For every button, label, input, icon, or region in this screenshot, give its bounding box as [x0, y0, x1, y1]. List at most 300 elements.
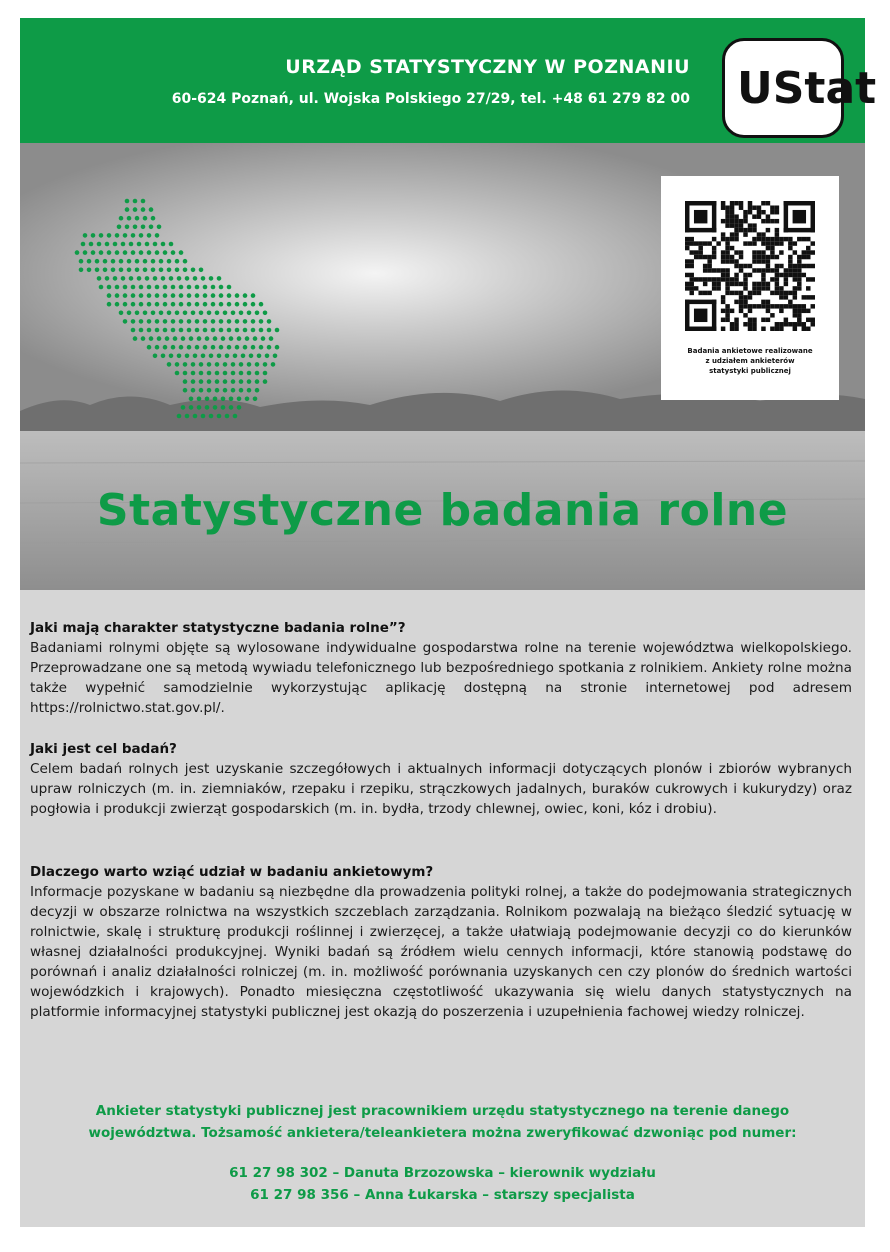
map-dot: [157, 336, 162, 341]
qr-module: [793, 286, 797, 290]
qr-module: [725, 241, 729, 245]
map-dot: [171, 328, 176, 333]
map-dot: [243, 319, 248, 324]
map-dot: [147, 233, 152, 238]
map-dot: [163, 328, 168, 333]
map-dot: [197, 405, 202, 410]
qr-module: [797, 286, 801, 290]
qr-module: [730, 255, 734, 259]
qr-module: [685, 246, 689, 250]
qr-module: [775, 268, 779, 272]
qr-module: [752, 322, 756, 326]
map-dot: [115, 233, 120, 238]
map-dot: [187, 302, 192, 307]
qr-module: [725, 313, 729, 317]
map-dot: [99, 250, 104, 255]
qr-module: [770, 246, 774, 250]
qr-module: [761, 255, 765, 259]
qr-module: [766, 268, 770, 272]
qr-module: [802, 309, 806, 313]
qr-module: [766, 241, 770, 245]
qr-module: [770, 327, 774, 331]
map-dot: [115, 285, 120, 290]
qr-module: [739, 295, 743, 299]
main-title: Statystyczne badania rolne: [96, 485, 789, 536]
qr-module: [761, 273, 765, 277]
qr-module: [811, 250, 815, 254]
map-dot: [259, 345, 264, 350]
qr-module: [775, 327, 779, 331]
map-dot: [153, 276, 158, 281]
qr-module: [712, 237, 716, 241]
qr-module: [761, 327, 765, 331]
qr-finder: [811, 201, 815, 232]
qr-module: [721, 268, 725, 272]
qr-module: [703, 282, 707, 286]
qr-module: [716, 277, 720, 281]
qr-module: [725, 223, 729, 227]
qr-module: [703, 268, 707, 272]
map-dot: [191, 362, 196, 367]
qr-module: [770, 291, 774, 295]
map-dot: [219, 328, 224, 333]
map-dot: [223, 388, 228, 393]
map-dot: [147, 302, 152, 307]
map-dot: [221, 336, 226, 341]
qr-module: [806, 318, 810, 322]
qr-module: [721, 327, 725, 331]
qr-module: [716, 282, 720, 286]
qr-module: [797, 268, 801, 272]
qr-module: [797, 282, 801, 286]
map-dot: [147, 250, 152, 255]
qr-module: [698, 241, 702, 245]
qr-module: [806, 246, 810, 250]
map-dot: [133, 199, 138, 204]
map-dot: [107, 250, 112, 255]
map-dot: [95, 259, 100, 264]
map-dot: [81, 242, 86, 247]
qr-module: [739, 255, 743, 259]
qr-module: [779, 309, 783, 313]
map-dot: [135, 311, 140, 316]
qr-finder: [712, 300, 716, 331]
map-dot: [201, 276, 206, 281]
map-dot: [185, 276, 190, 281]
qr-code[interactable]: [685, 201, 815, 331]
qr-module: [811, 318, 815, 322]
qr-module: [725, 273, 729, 277]
map-dot: [203, 302, 208, 307]
map-dot: [269, 336, 274, 341]
map-dot: [129, 276, 134, 281]
map-dot: [107, 302, 112, 307]
qr-module: [793, 268, 797, 272]
map-dot: [203, 285, 208, 290]
map-dot: [145, 276, 150, 281]
qr-module: [730, 259, 734, 263]
map-dot: [275, 328, 280, 333]
map-dot: [149, 207, 154, 212]
qr-module: [802, 273, 806, 277]
qr-module: [757, 304, 761, 308]
qr-finder: [685, 300, 716, 304]
qr-module: [743, 264, 747, 268]
map-dot: [179, 302, 184, 307]
map-dot: [139, 250, 144, 255]
qr-module: [739, 201, 743, 205]
map-dot: [227, 293, 232, 298]
ustat-logo-mark: [725, 41, 877, 135]
qr-module: [689, 241, 693, 245]
map-dot: [245, 336, 250, 341]
map-dot: [127, 268, 132, 273]
qr-module: [743, 282, 747, 286]
map-dot: [123, 319, 128, 324]
qr-module: [793, 295, 797, 299]
section-question: Dlaczego warto wziąć udział w badaniu ankietowym?: [30, 864, 434, 880]
qr-module: [730, 210, 734, 214]
map-dot: [169, 276, 174, 281]
map-dot: [233, 354, 238, 359]
map-dot: [103, 268, 108, 273]
qr-module: [689, 291, 693, 295]
qr-module: [748, 304, 752, 308]
qr-module: [721, 273, 725, 277]
map-dot: [155, 233, 160, 238]
qr-caption-line: z udziałem ankieterów: [705, 357, 795, 365]
map-dot: [151, 268, 156, 273]
map-dot: [247, 379, 252, 384]
qr-module: [779, 237, 783, 241]
map-dot: [223, 311, 228, 316]
map-dot: [103, 259, 108, 264]
map-dot: [163, 345, 168, 350]
map-dot: [175, 362, 180, 367]
map-dot: [123, 285, 128, 290]
qr-finder: [694, 210, 707, 223]
qr-module: [775, 264, 779, 268]
map-dot: [147, 285, 152, 290]
qr-module: [761, 300, 765, 304]
qr-module: [770, 241, 774, 245]
map-dot: [251, 293, 256, 298]
map-dot: [199, 388, 204, 393]
map-dot: [163, 293, 168, 298]
map-dot: [141, 336, 146, 341]
qr-module: [779, 286, 783, 290]
map-dot: [207, 362, 212, 367]
map-dot: [201, 354, 206, 359]
map-dot: [223, 379, 228, 384]
qr-module: [797, 322, 801, 326]
qr-module: [698, 277, 702, 281]
qr-module: [806, 295, 810, 299]
qr-module: [766, 264, 770, 268]
qr-module: [793, 313, 797, 317]
qr-module: [779, 291, 783, 295]
qr-module: [712, 282, 716, 286]
map-dot: [247, 388, 252, 393]
qr-module: [752, 327, 756, 331]
qr-module: [766, 286, 770, 290]
section-question: Jaki mają charakter statystyczne badania rolne”?: [30, 620, 406, 636]
qr-module: [721, 300, 725, 304]
map-dot: [207, 371, 212, 376]
qr-module: [802, 322, 806, 326]
qr-module: [797, 313, 801, 317]
qr-module: [752, 318, 756, 322]
logo-u: UStat: [737, 63, 877, 114]
qr-module: [725, 282, 729, 286]
qr-module: [770, 304, 774, 308]
qr-module: [734, 228, 738, 232]
map-dot: [235, 302, 240, 307]
map-dot: [261, 336, 266, 341]
qr-module: [721, 259, 725, 263]
map-dot: [255, 311, 260, 316]
qr-module: [734, 300, 738, 304]
qr-module: [694, 255, 698, 259]
map-dot: [217, 276, 222, 281]
map-dot: [135, 216, 140, 221]
qr-module: [775, 291, 779, 295]
qr-module: [725, 291, 729, 295]
map-dot: [175, 268, 180, 273]
qr-module: [802, 327, 806, 331]
qr-module: [743, 214, 747, 218]
qr-module: [752, 205, 756, 209]
qr-module: [703, 241, 707, 245]
qr-module: [779, 250, 783, 254]
map-dot: [235, 293, 240, 298]
qr-module: [788, 264, 792, 268]
qr-module: [734, 322, 738, 326]
qr-module: [689, 237, 693, 241]
qr-module: [716, 268, 720, 272]
qr-module: [797, 264, 801, 268]
map-dot: [171, 319, 176, 324]
map-dot: [217, 354, 222, 359]
qr-module: [739, 219, 743, 223]
qr-module: [761, 286, 765, 290]
qr-module: [712, 246, 716, 250]
qr-module: [793, 277, 797, 281]
qr-module: [721, 309, 725, 313]
qr-module: [752, 223, 756, 227]
qr-module: [725, 237, 729, 241]
qr-module: [788, 304, 792, 308]
qr-finder: [685, 300, 689, 331]
map-dot: [79, 259, 84, 264]
map-dot: [123, 302, 128, 307]
map-dot: [177, 354, 182, 359]
qr-module: [752, 268, 756, 272]
qr-module: [707, 241, 711, 245]
qr-module: [775, 219, 779, 223]
map-dot: [195, 293, 200, 298]
qr-module: [730, 282, 734, 286]
qr-module: [766, 318, 770, 322]
map-dot: [231, 362, 236, 367]
qr-module: [757, 232, 761, 236]
map-dot: [139, 302, 144, 307]
qr-module: [748, 264, 752, 268]
qr-module: [811, 295, 815, 299]
map-dot: [141, 225, 146, 230]
map-dot: [107, 293, 112, 298]
map-dot: [257, 354, 262, 359]
qr-module: [707, 291, 711, 295]
qr-module: [694, 241, 698, 245]
map-dot: [205, 397, 210, 402]
section-answer: Informacje pozyskane w badaniu są niezbędne dla prowadzenia polityki rolnej, a także do podejmowania strategicznych decyzji w obszarze rolnictwa na wszystkich szczeblach zarządzania. Rolnikom pozwalają na bieżąco śledzić sytuację w rolnictwie, skalę i strukturę produkcji roślinnej i zwierzęcej, a także ułatwiają podejmowanie decyzji co do kierunków własnej działalności produkcyjnej. Wyniki badań są źródłem wielu cennych informacji, które stanowią podstawę do porównań i analiz działalności rolniczej (m. in. możliwość porównania uzyskanych cen czy plonów do średnich wartości wojewódzkich i krajowych). Ponadto miesięczna częstotliwość ukazywania się wielu danych statystycznych na platformie informacyjnej statystyki publicznej jest okazją do poszerzenia i uzupełnienia fachowej wiedzy rolniczej.: [30, 884, 852, 1020]
map-dot: [171, 285, 176, 290]
qr-module: [739, 223, 743, 227]
map-dot: [225, 354, 230, 359]
map-dot: [167, 259, 172, 264]
qr-module: [779, 327, 783, 331]
map-dot: [179, 328, 184, 333]
qr-module: [775, 286, 779, 290]
qr-module: [784, 322, 788, 326]
qr-module: [797, 237, 801, 241]
qr-caption-line: statystyki publicznej: [709, 367, 791, 375]
qr-module: [698, 291, 702, 295]
qr-module: [734, 250, 738, 254]
map-dot: [163, 302, 168, 307]
map-dot: [227, 285, 232, 290]
contact-line: 61 27 98 302 – Danuta Brzozowska – kierownik wydziału: [229, 1165, 656, 1181]
map-dot: [259, 328, 264, 333]
qr-module: [757, 291, 761, 295]
qr-module: [685, 264, 689, 268]
qr-module: [811, 277, 815, 281]
qr-module: [748, 210, 752, 214]
map-dot: [127, 259, 132, 264]
qr-finder: [712, 201, 716, 232]
map-dot: [105, 276, 110, 281]
qr-module: [788, 259, 792, 263]
qr-module: [797, 309, 801, 313]
qr-module: [752, 255, 756, 259]
map-dot: [217, 414, 222, 419]
map-dot: [239, 379, 244, 384]
map-dot: [215, 379, 220, 384]
qr-module: [716, 286, 720, 290]
qr-module: [734, 201, 738, 205]
qr-module: [766, 304, 770, 308]
qr-module: [766, 246, 770, 250]
qr-module: [707, 259, 711, 263]
qr-module: [811, 241, 815, 245]
map-dot: [223, 371, 228, 376]
qr-module: [784, 291, 788, 295]
qr-module: [761, 219, 765, 223]
map-dot: [91, 233, 96, 238]
qr-module: [775, 273, 779, 277]
qr-module: [752, 237, 756, 241]
map-dot: [131, 328, 136, 333]
map-dot: [259, 302, 264, 307]
map-dot: [235, 345, 240, 350]
qr-module: [734, 282, 738, 286]
qr-module: [685, 241, 689, 245]
map-dot: [125, 199, 130, 204]
qr-module: [806, 286, 810, 290]
map-dot: [171, 302, 176, 307]
map-dot: [165, 336, 170, 341]
map-dot: [241, 354, 246, 359]
qr-module: [757, 259, 761, 263]
qr-module: [806, 309, 810, 313]
qr-module: [730, 223, 734, 227]
map-dot: [99, 233, 104, 238]
map-dot: [191, 388, 196, 393]
qr-module: [784, 282, 788, 286]
map-dot: [133, 336, 138, 341]
map-dot: [243, 345, 248, 350]
map-dot: [247, 362, 252, 367]
qr-module: [775, 205, 779, 209]
qr-module: [730, 201, 734, 205]
map-dot: [111, 268, 116, 273]
map-dot: [147, 328, 152, 333]
map-dot: [251, 319, 256, 324]
map-dot: [169, 354, 174, 359]
map-dot: [131, 285, 136, 290]
qr-module: [806, 237, 810, 241]
qr-module: [770, 219, 774, 223]
map-dot: [163, 319, 168, 324]
qr-module: [761, 277, 765, 281]
qr-module: [743, 241, 747, 245]
map-dot: [143, 216, 148, 221]
qr-module: [811, 264, 815, 268]
qr-module: [775, 277, 779, 281]
map-dot: [97, 276, 102, 281]
qr-module: [761, 318, 765, 322]
qr-module: [757, 286, 761, 290]
map-dot: [219, 285, 224, 290]
qr-module: [739, 205, 743, 209]
map-dot: [205, 336, 210, 341]
map-dot: [125, 225, 130, 230]
map-dot: [147, 345, 152, 350]
map-dot: [177, 414, 182, 419]
map-dot: [227, 319, 232, 324]
qr-module: [739, 228, 743, 232]
map-dot: [251, 328, 256, 333]
qr-module: [806, 277, 810, 281]
qr-module: [694, 286, 698, 290]
map-dot: [215, 311, 220, 316]
qr-module: [730, 309, 734, 313]
qr-module: [743, 277, 747, 281]
map-dot: [207, 379, 212, 384]
qr-module: [784, 277, 788, 281]
map-dot: [191, 371, 196, 376]
qr-module: [721, 232, 725, 236]
map-dot: [133, 225, 138, 230]
qr-module: [743, 295, 747, 299]
qr-module: [730, 232, 734, 236]
qr-module: [757, 205, 761, 209]
qr-module: [779, 264, 783, 268]
qr-module: [739, 264, 743, 268]
qr-finder: [793, 210, 806, 223]
qr-module: [703, 255, 707, 259]
